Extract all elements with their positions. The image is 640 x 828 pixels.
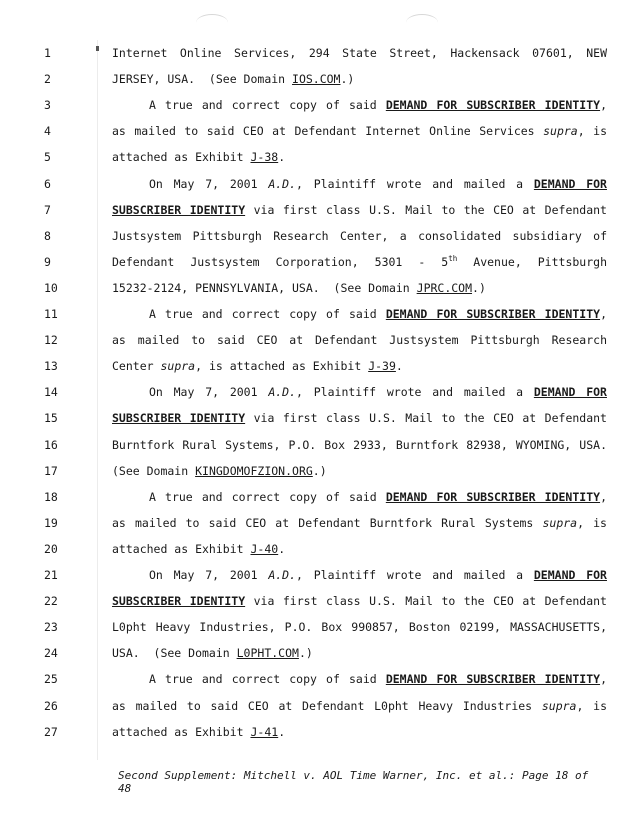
line-number: 27 (44, 724, 58, 739)
text-run: Defendant Justsystem Corporation, 5301 - 5 (112, 254, 449, 269)
pleading-line (0, 542, 640, 568)
superscript: th (448, 253, 458, 263)
pleading-line (0, 672, 640, 698)
pleading-line (0, 333, 640, 359)
text-run: .) (340, 72, 355, 87)
pleading-line (0, 307, 640, 333)
bold-underlined-term: SUBSCRIBER IDENTITY (112, 594, 246, 609)
page-footer: Second Supplement: Mitchell v. AOL Time Warner, Inc. et al.: Page 18 of 48 (118, 769, 589, 795)
line-text (149, 568, 607, 582)
text-run: as mailed to said CEO at Defendant Internet Online Services (112, 124, 544, 139)
pleading-line (0, 124, 640, 150)
pleading-line (0, 464, 640, 490)
bold-underlined-term: DEMAND FOR (533, 568, 607, 582)
pleading-line (0, 150, 640, 176)
line-text (112, 620, 607, 634)
pleading-line (0, 281, 640, 307)
text-run: , is (577, 515, 607, 530)
line-text (112, 699, 607, 713)
line-text (112, 255, 607, 269)
text-run: . (278, 541, 286, 556)
line-text (112, 725, 607, 739)
text-run: 15232-2124, PENNSYLVANIA, USA. (See Domain (112, 280, 417, 295)
line-number: 9 (44, 254, 51, 269)
bold-underlined-term: DEMAND FOR SUBSCRIBER IDENTITY (385, 672, 601, 687)
text-run: Burntfork Rural Systems, P.O. Box 2933, Burntfork 82938, WYOMING, USA. (112, 437, 607, 452)
italic-term: A.D. (268, 176, 297, 191)
text-run: A true and correct copy of said (149, 307, 386, 321)
pleading-line (0, 255, 640, 281)
pleading-line (0, 699, 640, 725)
text-run: , is (577, 124, 607, 139)
line-text (112, 359, 607, 373)
pleading-line (0, 594, 640, 620)
line-text (112, 464, 607, 478)
line-text (112, 72, 607, 86)
pleading-line (0, 72, 640, 98)
underlined-reference: J-39 (368, 359, 396, 374)
italic-term: supra (543, 124, 578, 139)
text-run: attached as Exhibit (112, 150, 251, 165)
line-number: 20 (44, 541, 58, 556)
pleading-line (0, 516, 640, 542)
text-run: On May 7, 2001 (149, 385, 269, 400)
text-run: . (278, 150, 286, 165)
line-number: 26 (44, 698, 58, 713)
line-text (112, 594, 607, 608)
text-run: . (395, 359, 403, 374)
line-text (112, 438, 607, 452)
text-run: On May 7, 2001 (149, 568, 269, 582)
underlined-reference: J-40 (250, 541, 279, 556)
text-run: attached as Exhibit (112, 724, 251, 739)
line-number: 1 (44, 46, 51, 60)
pleading-line (0, 411, 640, 437)
text-run: A true and correct copy of said (149, 489, 386, 504)
text-run: Justsystem Pittsburgh Research Center, a consolidated subsidiary of (112, 228, 607, 243)
text-run: via first class U.S. Mail to the CEO at Defendant (245, 594, 607, 609)
text-run: USA. (See Domain (112, 646, 237, 661)
italic-term: supra (541, 698, 577, 713)
text-run: .) (472, 280, 486, 295)
pleading-line (0, 490, 640, 516)
line-text (112, 124, 607, 138)
line-text (112, 281, 607, 295)
line-text (149, 490, 607, 504)
line-number: 6 (44, 176, 51, 191)
text-run: L0pht Heavy Industries, P.O. Box 990857, Boston 02199, MASSACHUSETTS, (112, 620, 607, 635)
text-run: A true and correct copy of said (149, 672, 386, 687)
bold-underlined-term: SUBSCRIBER IDENTITY (112, 411, 246, 426)
line-text (149, 177, 607, 191)
text-run: , (600, 672, 607, 687)
text-run: . (278, 724, 286, 739)
pleading-line (0, 177, 640, 203)
underlined-reference: J-38 (250, 150, 279, 165)
text-run: (See Domain (112, 463, 196, 478)
text-run: , (600, 307, 607, 321)
pleading-line (0, 568, 640, 594)
text-run: , Plaintiff wrote and mailed a (296, 568, 534, 582)
line-number: 12 (44, 333, 58, 348)
punch-hole-mark-right (406, 14, 438, 31)
underlined-reference: IOS.COM (292, 72, 341, 87)
punch-hole-mark-left (196, 14, 228, 31)
text-run: Center (112, 359, 161, 374)
line-number: 10 (44, 280, 58, 295)
italic-term: A.D. (268, 385, 297, 400)
line-number: 3 (44, 98, 51, 113)
line-text (112, 229, 607, 243)
line-text (112, 203, 607, 217)
bold-underlined-term: DEMAND FOR SUBSCRIBER IDENTITY (385, 307, 601, 321)
text-run: Internet Online Services, 294 State Street, Hackensack 07601, NEW (112, 46, 607, 60)
line-text (112, 646, 607, 660)
line-number: 5 (44, 150, 51, 165)
line-number: 16 (44, 437, 58, 452)
text-run: via first class U.S. Mail to the CEO at Defendant (245, 202, 607, 217)
text-run: A true and correct copy of said (149, 98, 386, 113)
pleading-line (0, 725, 640, 751)
line-number: 17 (44, 463, 58, 478)
text-run: , is attached as Exhibit (195, 359, 369, 374)
line-number: 22 (44, 594, 58, 609)
italic-term: supra (160, 359, 196, 374)
text-run: , (600, 98, 607, 113)
bold-underlined-term: DEMAND FOR SUBSCRIBER IDENTITY (385, 98, 601, 113)
line-text (112, 411, 607, 425)
line-text (112, 516, 607, 530)
bold-underlined-term: SUBSCRIBER IDENTITY (112, 202, 246, 217)
text-run: Avenue, Pittsburgh (457, 254, 607, 269)
pleading-line (0, 98, 640, 124)
line-number: 14 (44, 385, 58, 400)
line-text (149, 98, 607, 112)
text-run: as mailed to said CEO at Defendant Burntfork Rural Systems (112, 515, 543, 530)
pleading-line (0, 359, 640, 385)
bold-underlined-term: DEMAND FOR (533, 176, 607, 191)
text-run: JERSEY, USA. (See Domain (112, 72, 293, 87)
text-run: , Plaintiff wrote and mailed a (296, 176, 534, 191)
line-number: 24 (44, 646, 58, 661)
italic-term: A.D. (268, 568, 297, 582)
text-run: , Plaintiff wrote and mailed a (296, 385, 534, 400)
bold-underlined-term: DEMAND FOR SUBSCRIBER IDENTITY (385, 489, 601, 504)
line-text (149, 307, 607, 321)
line-number: 25 (44, 672, 58, 687)
pleading-line (0, 646, 640, 672)
line-text (149, 385, 607, 399)
text-run: .) (312, 463, 327, 478)
bold-underlined-term: DEMAND FOR (533, 385, 607, 400)
text-run: On May 7, 2001 (149, 176, 269, 191)
line-number: 4 (44, 124, 51, 139)
pleading-line (0, 46, 640, 72)
italic-term: supra (542, 515, 578, 530)
line-text (112, 46, 607, 60)
line-number: 18 (44, 489, 58, 504)
text-run: , is (576, 698, 607, 713)
underlined-reference: JPRC.COM (416, 280, 473, 295)
text-run: attached as Exhibit (112, 541, 251, 556)
line-text (112, 542, 607, 556)
line-text (112, 150, 607, 164)
text-run: as mailed to said CEO at Defendant L0pht Heavy Industries (112, 698, 542, 713)
pleading-line (0, 385, 640, 411)
pleading-line (0, 620, 640, 646)
line-number: 19 (44, 515, 58, 530)
line-number: 2 (44, 72, 51, 87)
underlined-reference: KINGDOMOFZION.ORG (195, 463, 313, 478)
text-run: via first class U.S. Mail to the CEO at Defendant (245, 411, 607, 426)
line-number: 21 (44, 568, 58, 582)
line-number: 23 (44, 620, 58, 635)
pleading-line (0, 438, 640, 464)
underlined-reference: L0PHT.COM (236, 646, 299, 661)
line-number: 15 (44, 411, 58, 426)
line-number: 11 (44, 307, 58, 321)
text-run: .) (298, 646, 313, 661)
text-run: , (600, 489, 607, 504)
underlined-reference: J-41 (250, 724, 279, 739)
line-number: 13 (44, 359, 58, 374)
text-run: as mailed to said CEO at Defendant Justsystem Pittsburgh Research (112, 333, 607, 348)
line-text (149, 672, 607, 686)
pleading-line (0, 203, 640, 229)
line-text (112, 333, 607, 347)
line-number: 7 (44, 202, 51, 217)
pleading-line (0, 229, 640, 255)
line-number: 8 (44, 228, 51, 243)
